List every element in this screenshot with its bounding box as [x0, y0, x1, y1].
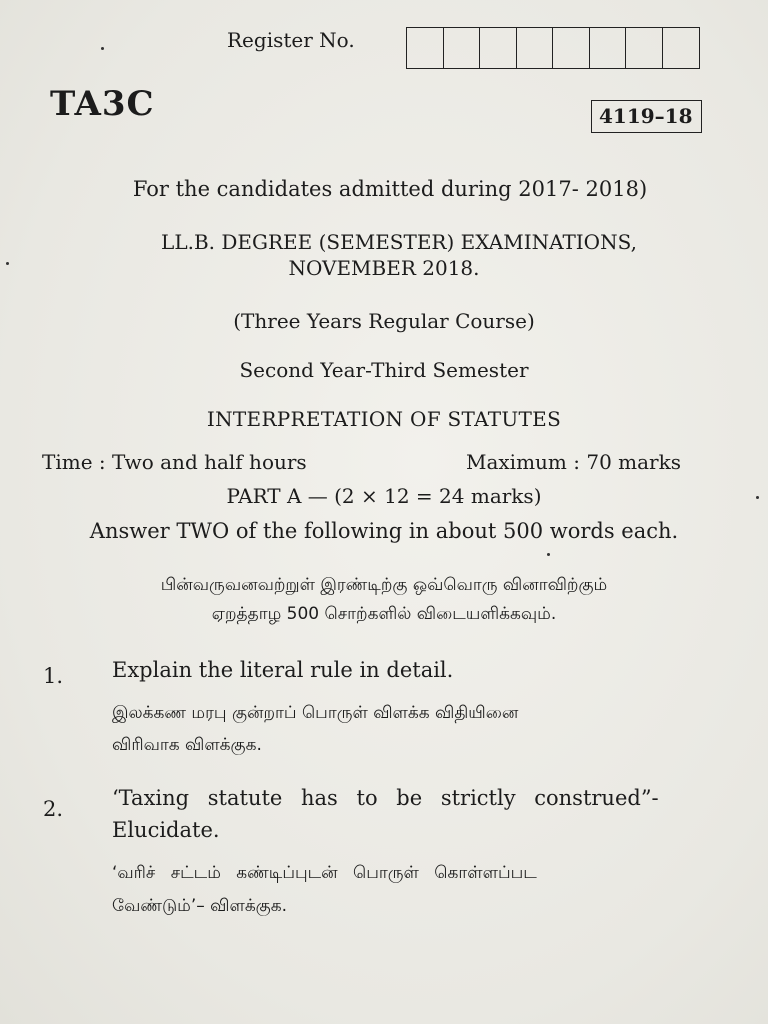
part-a-heading: PART A — (2 × 12 = 24 marks) — [226, 484, 542, 508]
question-tamil-line1: ‘வரிச் சட்டம் கண்டிப்புடன் பொருள் கொள்ளப்பட — [112, 863, 537, 883]
part-a-instruction-tamil-line2: ஏறத்தாழ 500 சொற்களில் விடையளிக்கவும். — [211, 604, 557, 624]
degree-title-line1: LL.B. DEGREE (SEMESTER) EXAMINATIONS, — [161, 230, 637, 254]
part-a-instruction: Answer TWO of the following in about 500 words each. — [89, 519, 679, 543]
question-tamil-line2: விரிவாக விளக்குக. — [112, 735, 262, 755]
question-text: ‘Taxing statute has to be strictly construed”- — [112, 786, 659, 810]
register-digit-box — [407, 28, 444, 68]
exam-code: TA3C — [50, 84, 155, 124]
time-allowed: Time : Two and half hours — [42, 450, 307, 474]
register-digit-box — [663, 28, 700, 68]
paper-code-box: 4119–18 — [591, 100, 702, 133]
register-digit-box — [517, 28, 554, 68]
register-number-boxes — [406, 27, 700, 69]
register-digit-box — [480, 28, 517, 68]
maximum-marks: Maximum : 70 marks — [466, 450, 681, 474]
register-digit-box — [626, 28, 663, 68]
register-digit-box — [444, 28, 481, 68]
admission-line: For the candidates admitted during 2017- 2018) — [132, 177, 648, 201]
paper-speck — [6, 262, 9, 265]
register-number-label: Register No. — [227, 28, 355, 52]
paper-speck — [756, 496, 759, 499]
question-text-continued: Elucidate. — [112, 818, 220, 842]
part-a-instruction-tamil-line1: பின்வருவனவற்றுள் இரண்டிற்கு ஒவ்வொரு வினாவிற்கும் — [160, 575, 608, 595]
course-line: (Three Years Regular Course) — [233, 309, 535, 333]
question-number: 1. — [43, 664, 64, 688]
question-tamil-line2: வேண்டும்’– விளக்குக. — [112, 896, 287, 916]
question-text: Explain the literal rule in detail. — [112, 658, 454, 682]
register-digit-box — [590, 28, 627, 68]
semester-line: Second Year-Third Semester — [239, 358, 529, 382]
subject-title: INTERPRETATION OF STATUTES — [206, 407, 562, 431]
paper-speck — [101, 47, 104, 50]
paper-speck — [547, 553, 550, 556]
degree-title-line2: NOVEMBER 2018. — [288, 256, 480, 280]
question-number: 2. — [43, 797, 64, 821]
question-tamil-line1: இலக்கண மரபு குன்றாப் பொருள் விளக்க விதியினை — [112, 703, 519, 723]
register-digit-box — [553, 28, 590, 68]
